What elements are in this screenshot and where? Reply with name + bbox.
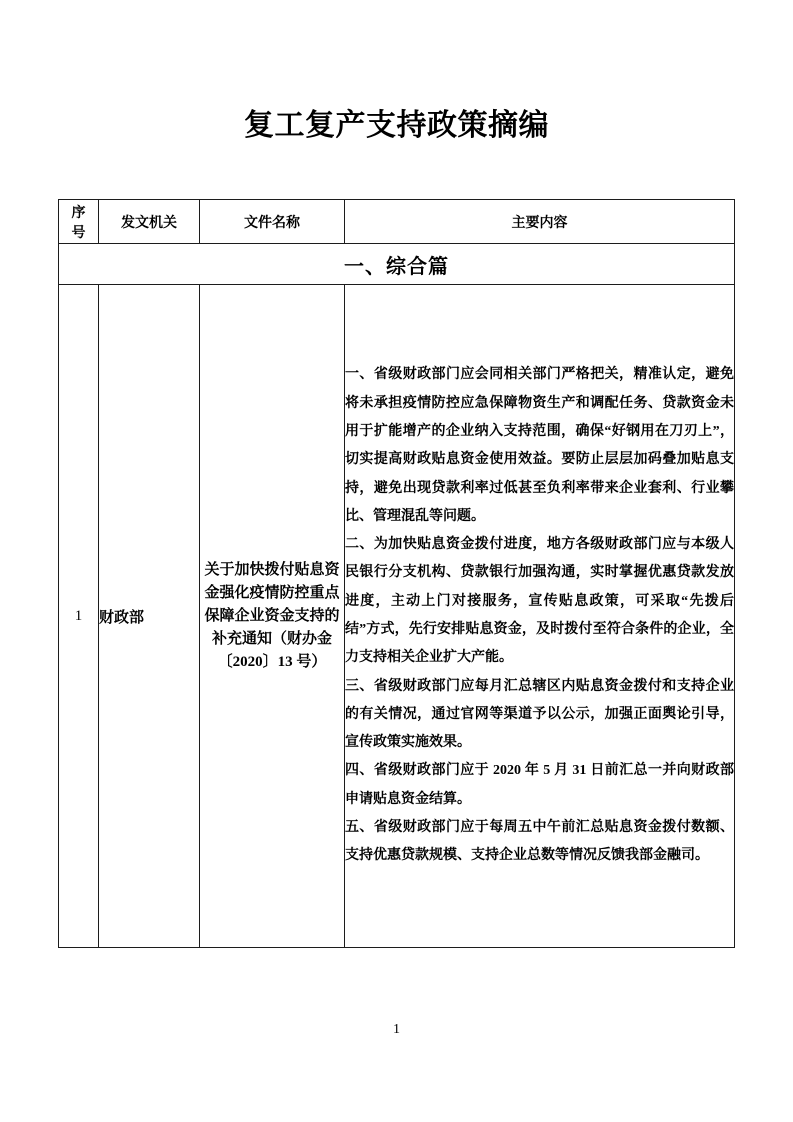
column-header-main-content: 主要内容 — [345, 200, 735, 244]
section-header-row — [59, 244, 735, 285]
cell-index: 1 — [59, 285, 99, 948]
column-header-agency: 发文机关 — [99, 200, 200, 244]
cell-agency: 财政部 — [99, 285, 200, 948]
table-header-row — [59, 200, 735, 244]
table-row — [59, 285, 735, 948]
column-header-document-name: 文件名称 — [200, 200, 345, 244]
cell-document-name: 关于加快拨付贴息资金强化疫情防控重点保障企业资金支持的补充通知（财办金〔2020〕13 号） — [200, 285, 345, 948]
page-number: 1 — [393, 1022, 400, 1037]
column-header-index-label: 序号 — [71, 203, 86, 240]
content-paragraph: 四、省级财政部门应于 2020 年 5 月 31 日前汇总一并向财政部申请贴息资金结算。 — [345, 763, 734, 807]
column-header-index — [59, 200, 99, 244]
section-title: 一、综合篇 — [59, 244, 735, 285]
content-paragraph: 五、省级财政部门应于每周五中午前汇总贴息资金拨付数额、支持优惠贷款规模、支持企业总数等情况反馈我部金融司。 — [345, 820, 734, 864]
content-paragraph: 二、为加快贴息资金拨付进度，地方各级财政部门应与本级人民银行分支机构、贷款银行加强沟通，实时掌握优惠贷款发放进度，主动上门对接服务，宣传贴息政策，可采取“先拨后结”方式，先行安排贴息资金，及时拨付至符合条件的企业，全力支持相关企业扩大产能。 — [345, 537, 734, 666]
cell-main-content — [345, 285, 735, 948]
content-paragraph: 一、省级财政部门应会同相关部门严格把关，精准认定，避免将未承担疫情防控应急保障物资生产和调配任务、贷款资金未用于扩能增产的企业纳入支持范围，确保“好钢用在刀刃上”，切实提高财政贴息资金使用效益。要防止层层加码叠加贴息支持，避免出现贷款利率过低甚至负利率带来企业套利、行业攀比、管理混乱等问题。 — [345, 367, 734, 524]
page-title: 复工复产支持政策摘编 — [244, 109, 549, 142]
policy-table — [58, 199, 735, 948]
content-paragraph: 三、省级财政部门应每月汇总辖区内贴息资金拨付和支持企业的有关情况，通过官网等渠道予以公示，加强正面舆论引导，宣传政策实施效果。 — [345, 678, 734, 751]
